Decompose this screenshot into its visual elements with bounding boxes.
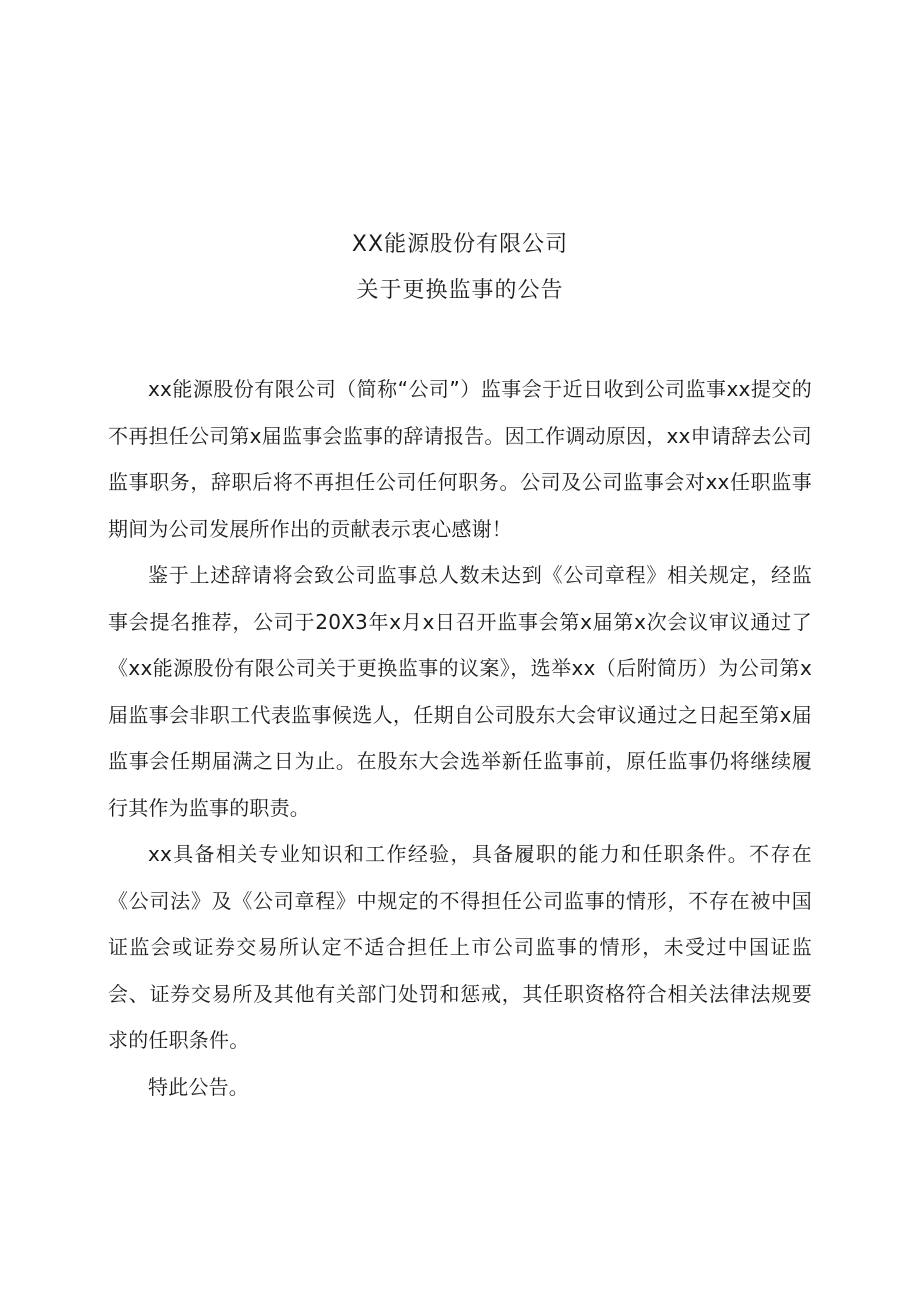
title-block [0, 222, 920, 314]
paragraph-resignation: xx能源股份有限公司（简称“公司”）监事会于近日收到公司监事xx提交的不再担任公司第x届监事会监事的辞请报告。因工作调动原因，xx申请辞去公司监事职务，辞职后将不再担任公司任何职务。公司及公司监事会对xx任职监事期间为公司发展所作出的贡献表示衷心感谢！ [108, 377, 812, 541]
closing-statement: 特此公告。 [148, 1074, 249, 1099]
announcement-body [108, 366, 812, 1110]
paragraph-nomination: 鉴于上述辞请将会致公司监事总人数未达到《公司章程》相关规定，经监事会提名推荐，公司于20X3年x月x日召开监事会第x届第x次会议审议通过了《xx能源股份有限公司关于更换监事的议案》，选举xx（后附简历）为公司第x届监事会非职工代表监事候选人，任期自公司股东大会审议通过之日起至第x届监事会任期届满之日为止。在股东大会选举新任监事前，原任监事仍将继续履行其作为监事的职责。 [108, 563, 812, 820]
paragraph-qualification: xx具备相关专业知识和工作经验，具备履职的能力和任职条件。不存在《公司法》及《公司章程》中规定的不得担任公司监事的情形，不存在被中国证监会或证券交易所认定不适合担任上市公司监事的情形，未受过中国证监会、证券交易所及其他有关部门处罚和惩戒，其任职资格符合相关法律法规要求的任职条件。 [108, 842, 812, 1052]
company-title: XX能源股份有限公司 [351, 232, 569, 257]
announcement-title: 关于更换监事的公告 [356, 278, 564, 303]
